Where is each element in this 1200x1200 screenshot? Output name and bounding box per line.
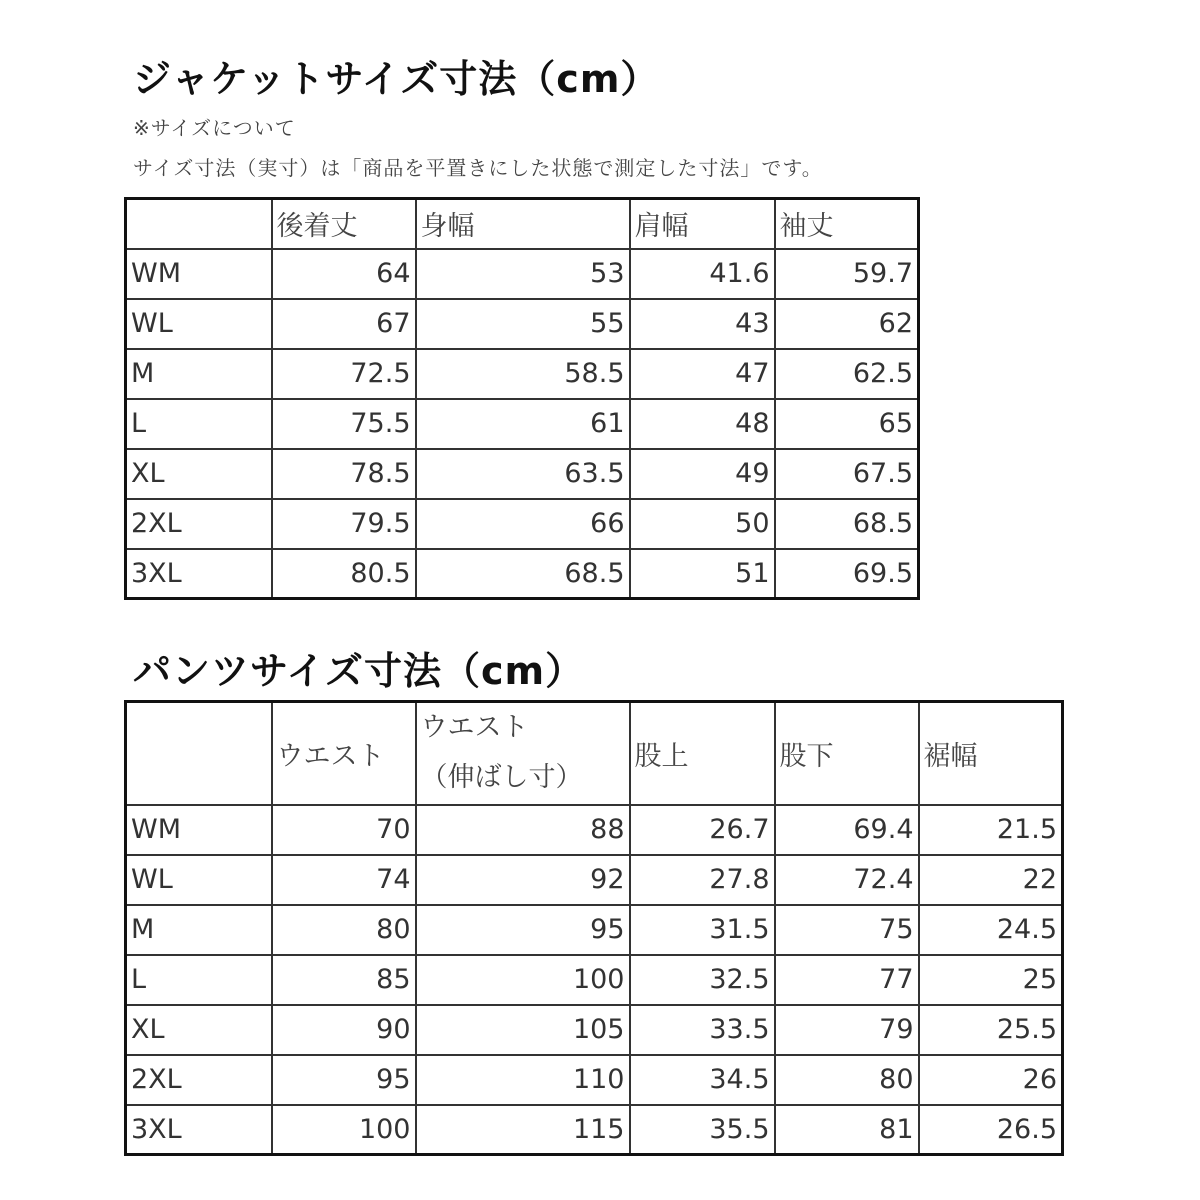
size-label: 3XL (126, 1105, 272, 1155)
column-header: ウエスト (272, 702, 416, 805)
measurement-cell: 100 (272, 1105, 416, 1155)
measurement-cell: 43 (630, 299, 775, 349)
measurement-cell: 61 (416, 399, 630, 449)
size-label: WM (126, 249, 272, 299)
measurement-cell: 68.5 (775, 499, 919, 549)
column-header: 肩幅 (630, 199, 775, 249)
measurement-cell: 88 (416, 805, 630, 855)
measurement-cell: 95 (416, 905, 630, 955)
table-row (126, 299, 919, 349)
corner-cell (126, 702, 272, 805)
measurement-cell: 35.5 (630, 1105, 775, 1155)
column-header-sublabel: （伸ばし寸） (420, 762, 583, 794)
measurement-cell: 22 (919, 855, 1063, 905)
table-row (126, 399, 919, 449)
column-header: 股下 (775, 702, 919, 805)
size-label: XL (126, 1005, 272, 1055)
measurement-cell: 53 (416, 249, 630, 299)
corner-cell (126, 199, 272, 249)
table-row (126, 549, 919, 599)
measurement-cell: 69.4 (775, 805, 919, 855)
measurement-cell: 32.5 (630, 955, 775, 1005)
measurement-cell: 90 (272, 1005, 416, 1055)
table-row (126, 1005, 1063, 1055)
table-row (126, 1105, 1063, 1155)
measurement-cell: 26.7 (630, 805, 775, 855)
measurement-cell: 64 (272, 249, 416, 299)
column-header-label: ウエスト (420, 712, 529, 744)
size-label: WM (126, 805, 272, 855)
measurement-cell: 50 (630, 499, 775, 549)
measurement-cell: 47 (630, 349, 775, 399)
measurement-cell: 65 (775, 399, 919, 449)
size-label: M (126, 905, 272, 955)
column-header: 袖丈 (775, 199, 919, 249)
measurement-cell: 25.5 (919, 1005, 1063, 1055)
measurement-cell: 62.5 (775, 349, 919, 399)
measurement-cell: 81 (775, 1105, 919, 1155)
table-row (126, 855, 1063, 905)
measurement-cell: 34.5 (630, 1055, 775, 1105)
pants-size-table (124, 700, 1064, 1156)
measurement-cell: 100 (416, 955, 630, 1005)
table-row (126, 905, 1063, 955)
column-header: 身幅 (416, 199, 630, 249)
column-header: 裾幅 (919, 702, 1063, 805)
table-row (126, 349, 919, 399)
measurement-cell: 77 (775, 955, 919, 1005)
measurement-cell: 58.5 (416, 349, 630, 399)
measurement-cell: 67 (272, 299, 416, 349)
measurement-cell: 92 (416, 855, 630, 905)
measurement-cell: 80.5 (272, 549, 416, 599)
measurement-cell: 95 (272, 1055, 416, 1105)
column-header (416, 702, 630, 805)
measurement-cell: 27.8 (630, 855, 775, 905)
measurement-cell: 26 (919, 1055, 1063, 1105)
size-label: L (126, 399, 272, 449)
measurement-cell: 48 (630, 399, 775, 449)
size-note-heading: ※サイズについて (133, 116, 296, 140)
measurement-cell: 75 (775, 905, 919, 955)
measurement-cell: 105 (416, 1005, 630, 1055)
jacket-size-table (124, 197, 920, 600)
header-row (126, 199, 919, 249)
measurement-cell: 31.5 (630, 905, 775, 955)
measurement-cell: 21.5 (919, 805, 1063, 855)
measurement-cell: 74 (272, 855, 416, 905)
measurement-cell: 66 (416, 499, 630, 549)
measurement-cell: 25 (919, 955, 1063, 1005)
header-row (126, 702, 1063, 805)
size-note-text: サイズ寸法（実寸）は「商品を平置きにした状態で測定した寸法」です。 (133, 156, 823, 180)
measurement-cell: 63.5 (416, 449, 630, 499)
measurement-cell: 68.5 (416, 549, 630, 599)
measurement-cell: 41.6 (630, 249, 775, 299)
measurement-cell: 78.5 (272, 449, 416, 499)
measurement-cell: 115 (416, 1105, 630, 1155)
pants-title: パンツサイズ寸法（cm） (133, 649, 585, 693)
size-label: XL (126, 449, 272, 499)
measurement-cell: 75.5 (272, 399, 416, 449)
measurement-cell: 51 (630, 549, 775, 599)
measurement-cell: 72.4 (775, 855, 919, 905)
measurement-cell: 79.5 (272, 499, 416, 549)
size-label: L (126, 955, 272, 1005)
measurement-cell: 49 (630, 449, 775, 499)
table-row (126, 805, 1063, 855)
table-row (126, 1055, 1063, 1105)
size-label: 2XL (126, 499, 272, 549)
measurement-cell: 26.5 (919, 1105, 1063, 1155)
measurement-cell: 70 (272, 805, 416, 855)
column-header: 後着丈 (272, 199, 416, 249)
table-row (126, 449, 919, 499)
measurement-cell: 59.7 (775, 249, 919, 299)
table-row (126, 249, 919, 299)
jacket-title: ジャケットサイズ寸法（cm） (133, 57, 660, 101)
table-row (126, 955, 1063, 1005)
measurement-cell: 62 (775, 299, 919, 349)
column-header: 股上 (630, 702, 775, 805)
measurement-cell: 85 (272, 955, 416, 1005)
size-label: WL (126, 855, 272, 905)
measurement-cell: 24.5 (919, 905, 1063, 955)
measurement-cell: 110 (416, 1055, 630, 1105)
size-label: 2XL (126, 1055, 272, 1105)
measurement-cell: 33.5 (630, 1005, 775, 1055)
measurement-cell: 67.5 (775, 449, 919, 499)
measurement-cell: 80 (775, 1055, 919, 1105)
table-row (126, 499, 919, 549)
measurement-cell: 69.5 (775, 549, 919, 599)
measurement-cell: 80 (272, 905, 416, 955)
size-label: WL (126, 299, 272, 349)
measurement-cell: 72.5 (272, 349, 416, 399)
measurement-cell: 55 (416, 299, 630, 349)
measurement-cell: 79 (775, 1005, 919, 1055)
size-label: 3XL (126, 549, 272, 599)
size-label: M (126, 349, 272, 399)
